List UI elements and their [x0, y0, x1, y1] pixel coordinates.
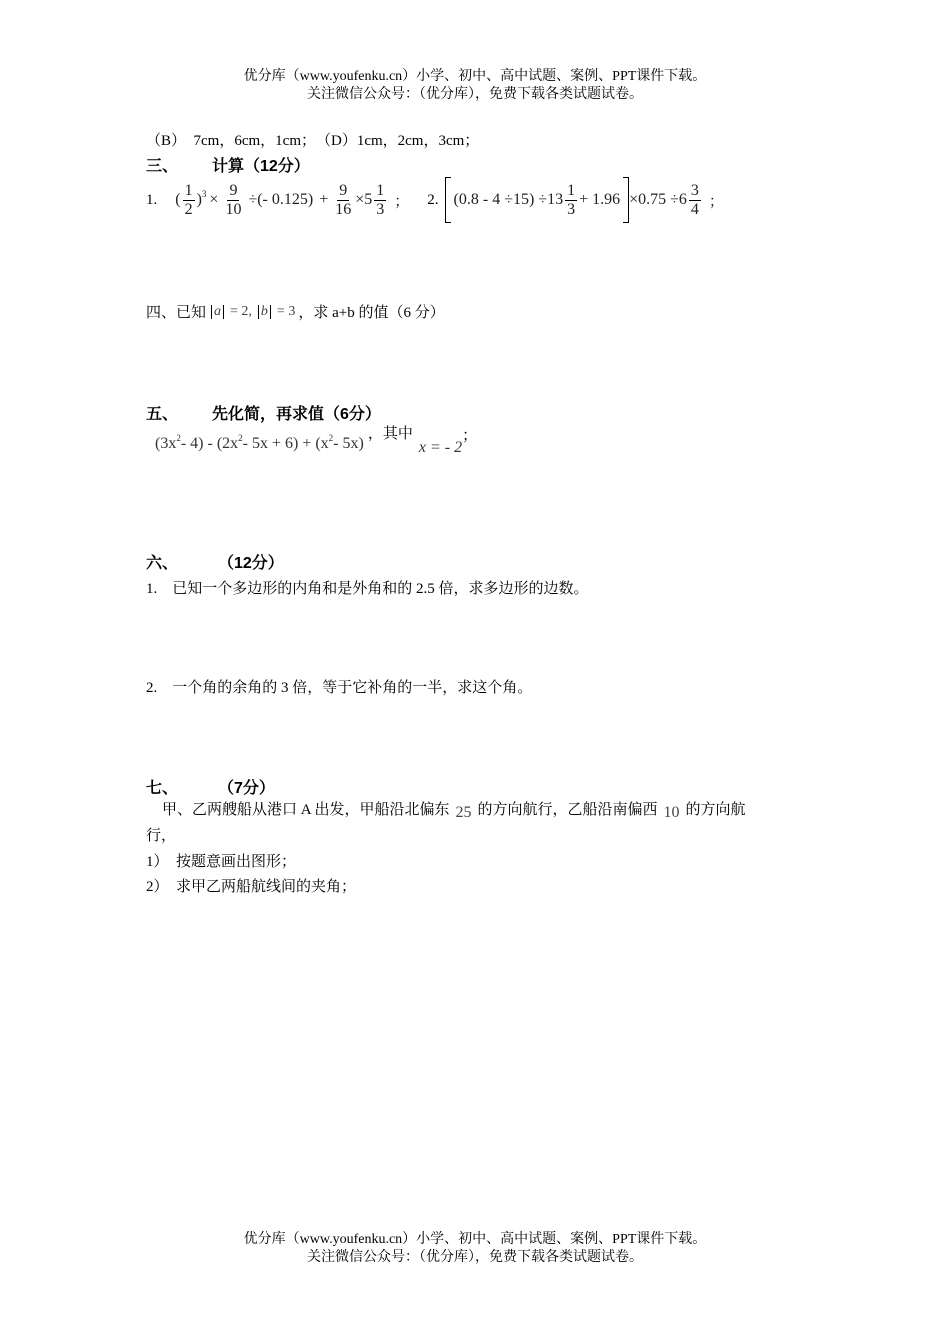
- section-4-prefix: 四、已知: [146, 305, 207, 321]
- fraction: $\frac{1}{3}$: [376, 181, 385, 218]
- section-7-text-cont: 行，: [146, 828, 177, 844]
- angle-2: 10: [663, 803, 680, 821]
- section-3-q1: [146, 178, 724, 222]
- section-7-title: （7分）: [218, 780, 275, 797]
- header-line-1: 优分库（www.youfenku.cn）小学、初中、高中试题、案例、PPT课件下载。: [243, 69, 707, 84]
- fraction: $\frac{1}{2}$: [184, 181, 193, 218]
- fraction: $\frac{3}{4}$: [690, 181, 699, 218]
- section-7-item-2: 2） 求甲乙两船航线间的夹角；: [146, 879, 357, 895]
- header-line-2: 关注微信公众号：（优分库），免费下载各类试题试卷。: [307, 87, 643, 102]
- q2-label: 2.: [427, 191, 439, 208]
- section-6-q2: 2. 一个角的余角的 3 倍，等于它补角的一半，求这个角。: [146, 680, 533, 696]
- section-3-title: 计算（12分）: [212, 158, 310, 175]
- section-7-item-1: 1） 按题意画出图形；: [146, 854, 297, 870]
- where-condition: x = - 2: [418, 439, 463, 456]
- section-6-title: （12分）: [218, 555, 284, 572]
- fraction: $\frac{9}{10}$: [225, 181, 242, 218]
- fraction: $\frac{1}{3}$: [567, 181, 576, 218]
- where-label: ，其中: [367, 426, 413, 442]
- footer-line-1: 优分库（www.youfenku.cn）小学、初中、高中试题、案例、PPT课件下载。: [243, 1232, 707, 1247]
- section-6-number: 六、: [146, 555, 179, 572]
- q1-label: 1.: [146, 191, 158, 208]
- angle-1: 25: [455, 803, 472, 821]
- section-5-number: 五、: [146, 406, 179, 423]
- section-4: [146, 301, 445, 322]
- footer-line-2: 关注微信公众号：（优分库），免费下载各类试题试卷。: [307, 1250, 643, 1265]
- section-5-expression: (3x $^2$ - 4) - (2x $^2$ - 5x + 6) + (x $^2$ - 5x) ，其中 x = - 2 ；: [155, 432, 477, 453]
- section-3-number: 三、: [146, 158, 179, 175]
- section-7-text: 甲、乙两艘船从港口 A 出发，甲船沿北偏东 25 的方向航行，乙船沿南偏西 10 的方向航: [162, 802, 746, 821]
- exponent: 3: [201, 189, 207, 199]
- abs-condition: a = 2, b = 3: [209, 304, 295, 320]
- q2-expression: (0.8 - 4 ÷15) ÷13 $\frac{1}{3}$ + 1.96 ×0.75 ÷6 $\frac{3}{4}$ ；: [445, 177, 724, 223]
- section-6-q1: 1. 已知一个多边形的内角和是外角和的 2.5 倍，求多边形的边数。: [146, 581, 589, 597]
- fraction: $\frac{9}{16}$: [335, 181, 352, 218]
- section-7-number: 七、: [146, 780, 179, 797]
- section-4-suffix: ，求 a+b 的值（6 分）: [298, 305, 445, 321]
- section-5-title: 先化简，再求值（6分）: [212, 406, 381, 423]
- options-line: （B） 7cm，6cm，1cm； （D）1cm，2cm，3cm；: [146, 133, 480, 149]
- q1-expression: ( $\frac{1}{2}$ ) $^3$ × $\frac{9}{10}$ ÷(- 0.125) + $\frac{9}{16}$ ×5 $\frac{1}{3}$ ；: [175, 181, 410, 218]
- left-bracket: [445, 177, 451, 223]
